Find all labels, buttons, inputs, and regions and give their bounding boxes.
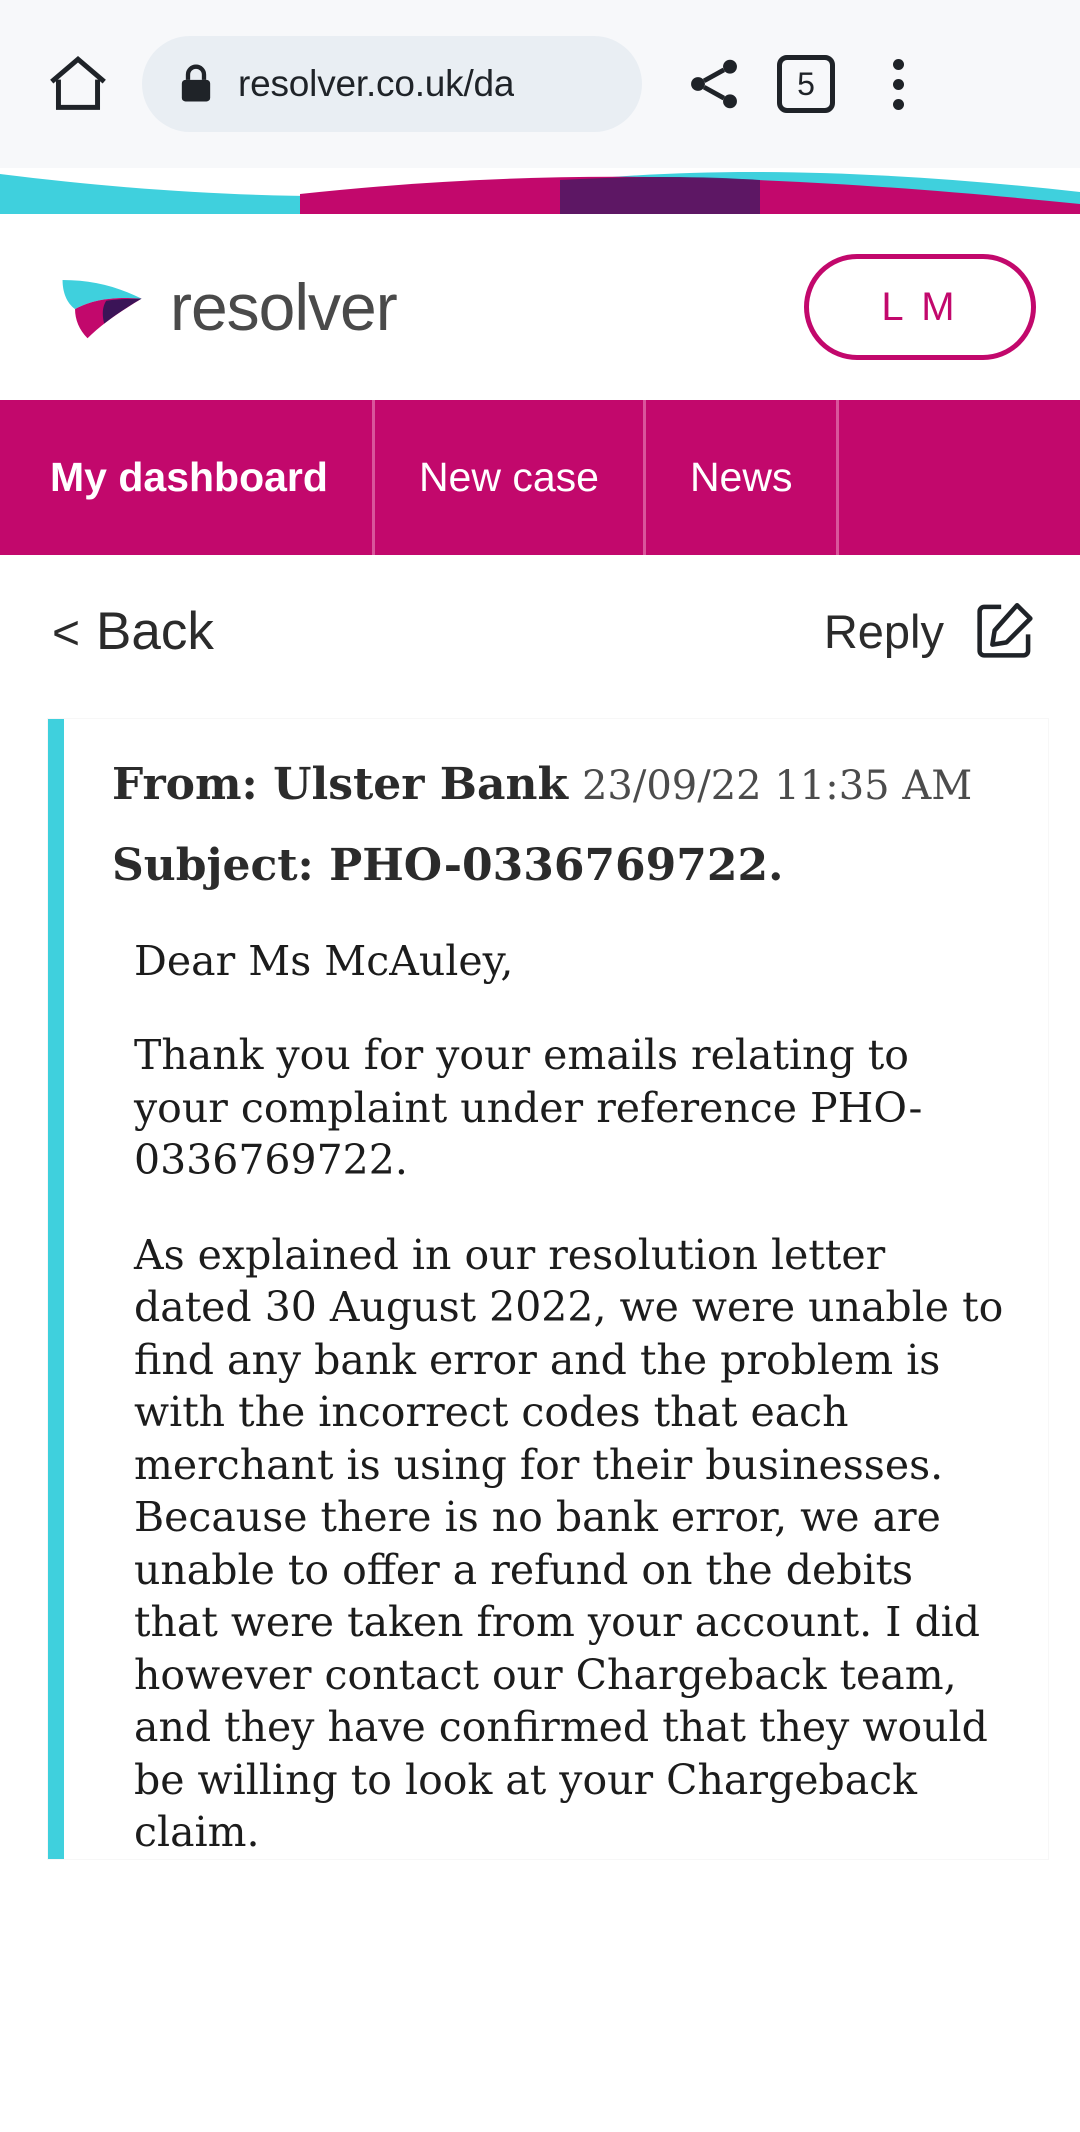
compose-pencil-icon	[970, 597, 1038, 665]
resolver-logo-text: resolver	[170, 270, 397, 344]
tab-count: 5	[777, 55, 835, 113]
message-from: From: Ulster Bank	[112, 759, 568, 810]
resolver-logo-icon	[48, 255, 152, 359]
message-paragraph: As explained in our resolution letter dated 30 August 2022, we were unable to find any bank error and the problem is with the incorrect codes that each merchant is using for their businesses. Because there is no bank error, we are unable to offer a refund on the debits that were taken from your account. I did however contact our Chargeback team, and they have confirmed that they would be willing to look at your Chargeback claim.	[134, 1230, 1004, 1857]
back-chevron-icon: <	[52, 606, 81, 660]
nav-label: News	[689, 454, 793, 500]
message-paragraph: Thank you for your emails relating to your complaint under reference PHO-0336769722.	[134, 1031, 923, 1185]
nav-spacer	[839, 400, 879, 555]
home-button[interactable]	[36, 42, 120, 126]
kebab-menu-icon	[893, 59, 904, 110]
message-body	[112, 935, 1008, 1859]
back-label: Back	[96, 601, 214, 661]
home-icon	[43, 49, 113, 119]
message-timestamp: 23/09/22 11:35 AM	[581, 763, 973, 809]
nav-label: My dashboard	[50, 454, 328, 500]
message-meta	[112, 759, 1008, 810]
lock-icon	[176, 61, 216, 107]
url-text: resolver.co.uk/da	[238, 63, 515, 104]
message-card	[48, 719, 1048, 1859]
nav-label: New case	[418, 454, 599, 500]
message-action-bar	[0, 555, 1080, 707]
share-button[interactable]	[668, 38, 760, 130]
url-bar[interactable]	[142, 36, 642, 132]
nav-item-my-dashboard[interactable]	[50, 400, 375, 555]
share-icon	[682, 52, 746, 116]
nav-item-news[interactable]	[646, 400, 840, 555]
message-subject: Subject: PHO-0336769722.	[112, 840, 784, 891]
back-button[interactable]	[52, 601, 214, 662]
avatar-initials: L M	[881, 284, 959, 329]
site-header	[0, 214, 1080, 400]
reply-button[interactable]	[824, 597, 1038, 665]
browser-toolbar	[0, 0, 1080, 168]
reply-label: Reply	[823, 604, 944, 658]
header-swoosh-decoration	[0, 168, 1080, 214]
avatar[interactable]	[804, 254, 1036, 360]
main-navigation	[0, 400, 1080, 555]
nav-item-new-case[interactable]	[375, 400, 646, 555]
message-paragraph: Dear Ms McAuley,	[134, 937, 514, 985]
resolver-logo[interactable]	[48, 255, 397, 359]
tab-switcher-button[interactable]	[760, 38, 852, 130]
browser-menu-button[interactable]	[852, 38, 944, 130]
